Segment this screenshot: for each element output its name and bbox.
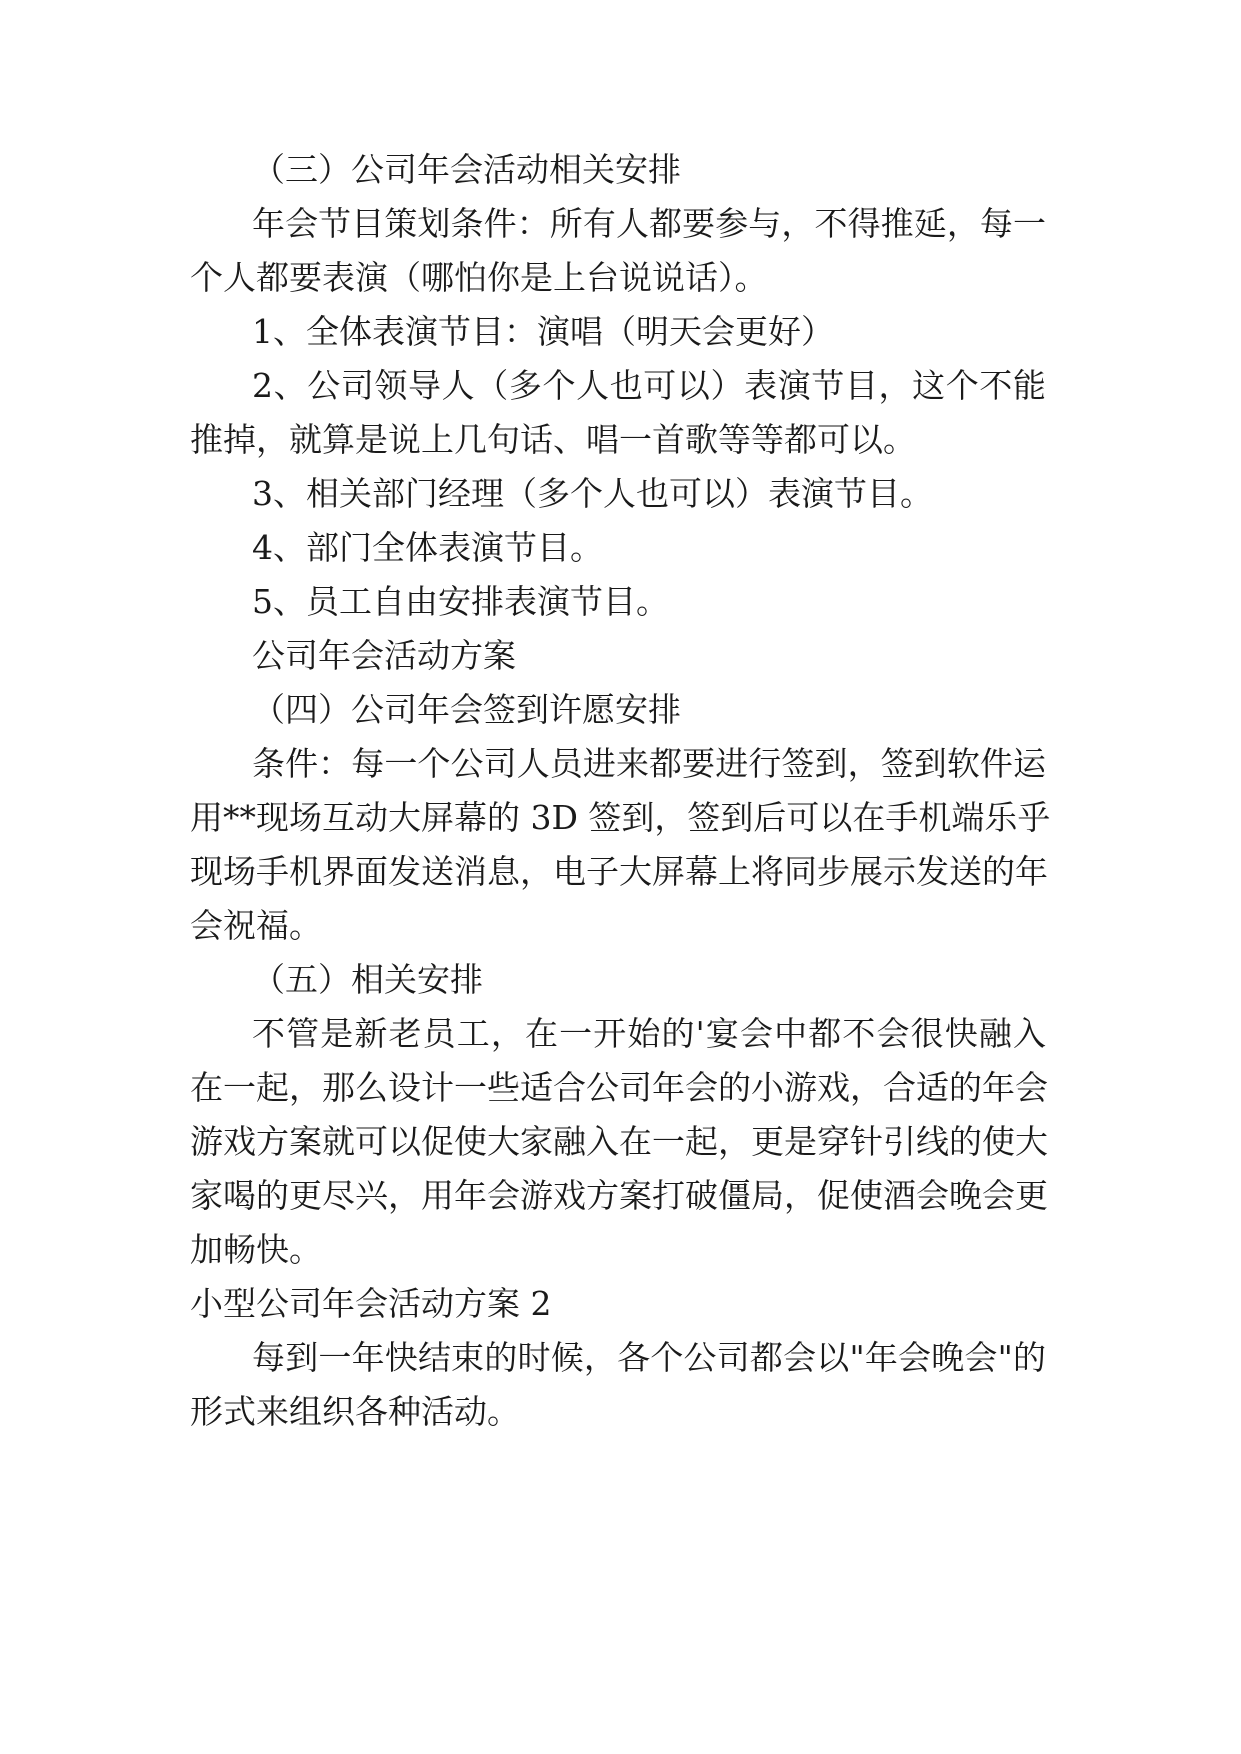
section5-para-line3: 游戏方案就可以促使大家融入在一起，更是穿针引线的使大	[190, 1122, 1048, 1161]
list-item-4: 4、部门全体表演节目。	[252, 528, 603, 567]
section4-para-line2: 用**现场互动大屏幕的 3D 签到，签到后可以在手机端乐乎	[190, 798, 1051, 837]
section5-para-line2: 在一起，那么设计一些适合公司年会的小游戏，合适的年会	[190, 1068, 1048, 1107]
section5-para-line5: 加畅快。	[190, 1230, 322, 1269]
section5-para-line1: 不管是新老员工，在一开始的'宴会中都不会很快融入	[252, 1014, 1046, 1053]
plan-title: 公司年会活动方案	[252, 636, 516, 675]
list-item-2-line1: 2、公司领导人（多个人也可以）表演节目，这个不能	[252, 366, 1046, 405]
section4-heading: （四）公司年会签到许愿安排	[252, 690, 681, 729]
plan2-title: 小型公司年会活动方案 2	[190, 1284, 552, 1323]
section3-para1-line2: 个人都要表演（哪怕你是上台说说话）。	[190, 258, 768, 297]
section4-para-line4: 会祝福。	[190, 906, 322, 945]
section3-para1-line1: 年会节目策划条件：所有人都要参与，不得推延，每一	[252, 204, 1046, 243]
plan2-para-line2: 形式来组织各种活动。	[190, 1392, 520, 1431]
section5-para-line4: 家喝的更尽兴，用年会游戏方案打破僵局，促使酒会晚会更	[190, 1176, 1048, 1215]
list-item-5: 5、员工自由安排表演节目。	[252, 582, 669, 621]
plan2-para-line1: 每到一年快结束的时候，各个公司都会以"年会晚会"的	[252, 1338, 1046, 1377]
section3-heading: （三）公司年会活动相关安排	[252, 150, 681, 189]
section4-para-line3: 现场手机界面发送消息，电子大屏幕上将同步展示发送的年	[190, 852, 1048, 891]
section5-heading: （五）相关安排	[252, 960, 483, 999]
list-item-2-line2: 推掉，就算是说上几句话、唱一首歌等等都可以。	[190, 420, 916, 459]
list-item-1: 1、全体表演节目：演唱（明天会更好）	[252, 312, 834, 351]
section4-para-line1: 条件：每一个公司人员进来都要进行签到，签到软件运	[252, 744, 1046, 783]
list-item-3: 3、相关部门经理（多个人也可以）表演节目。	[252, 474, 933, 513]
